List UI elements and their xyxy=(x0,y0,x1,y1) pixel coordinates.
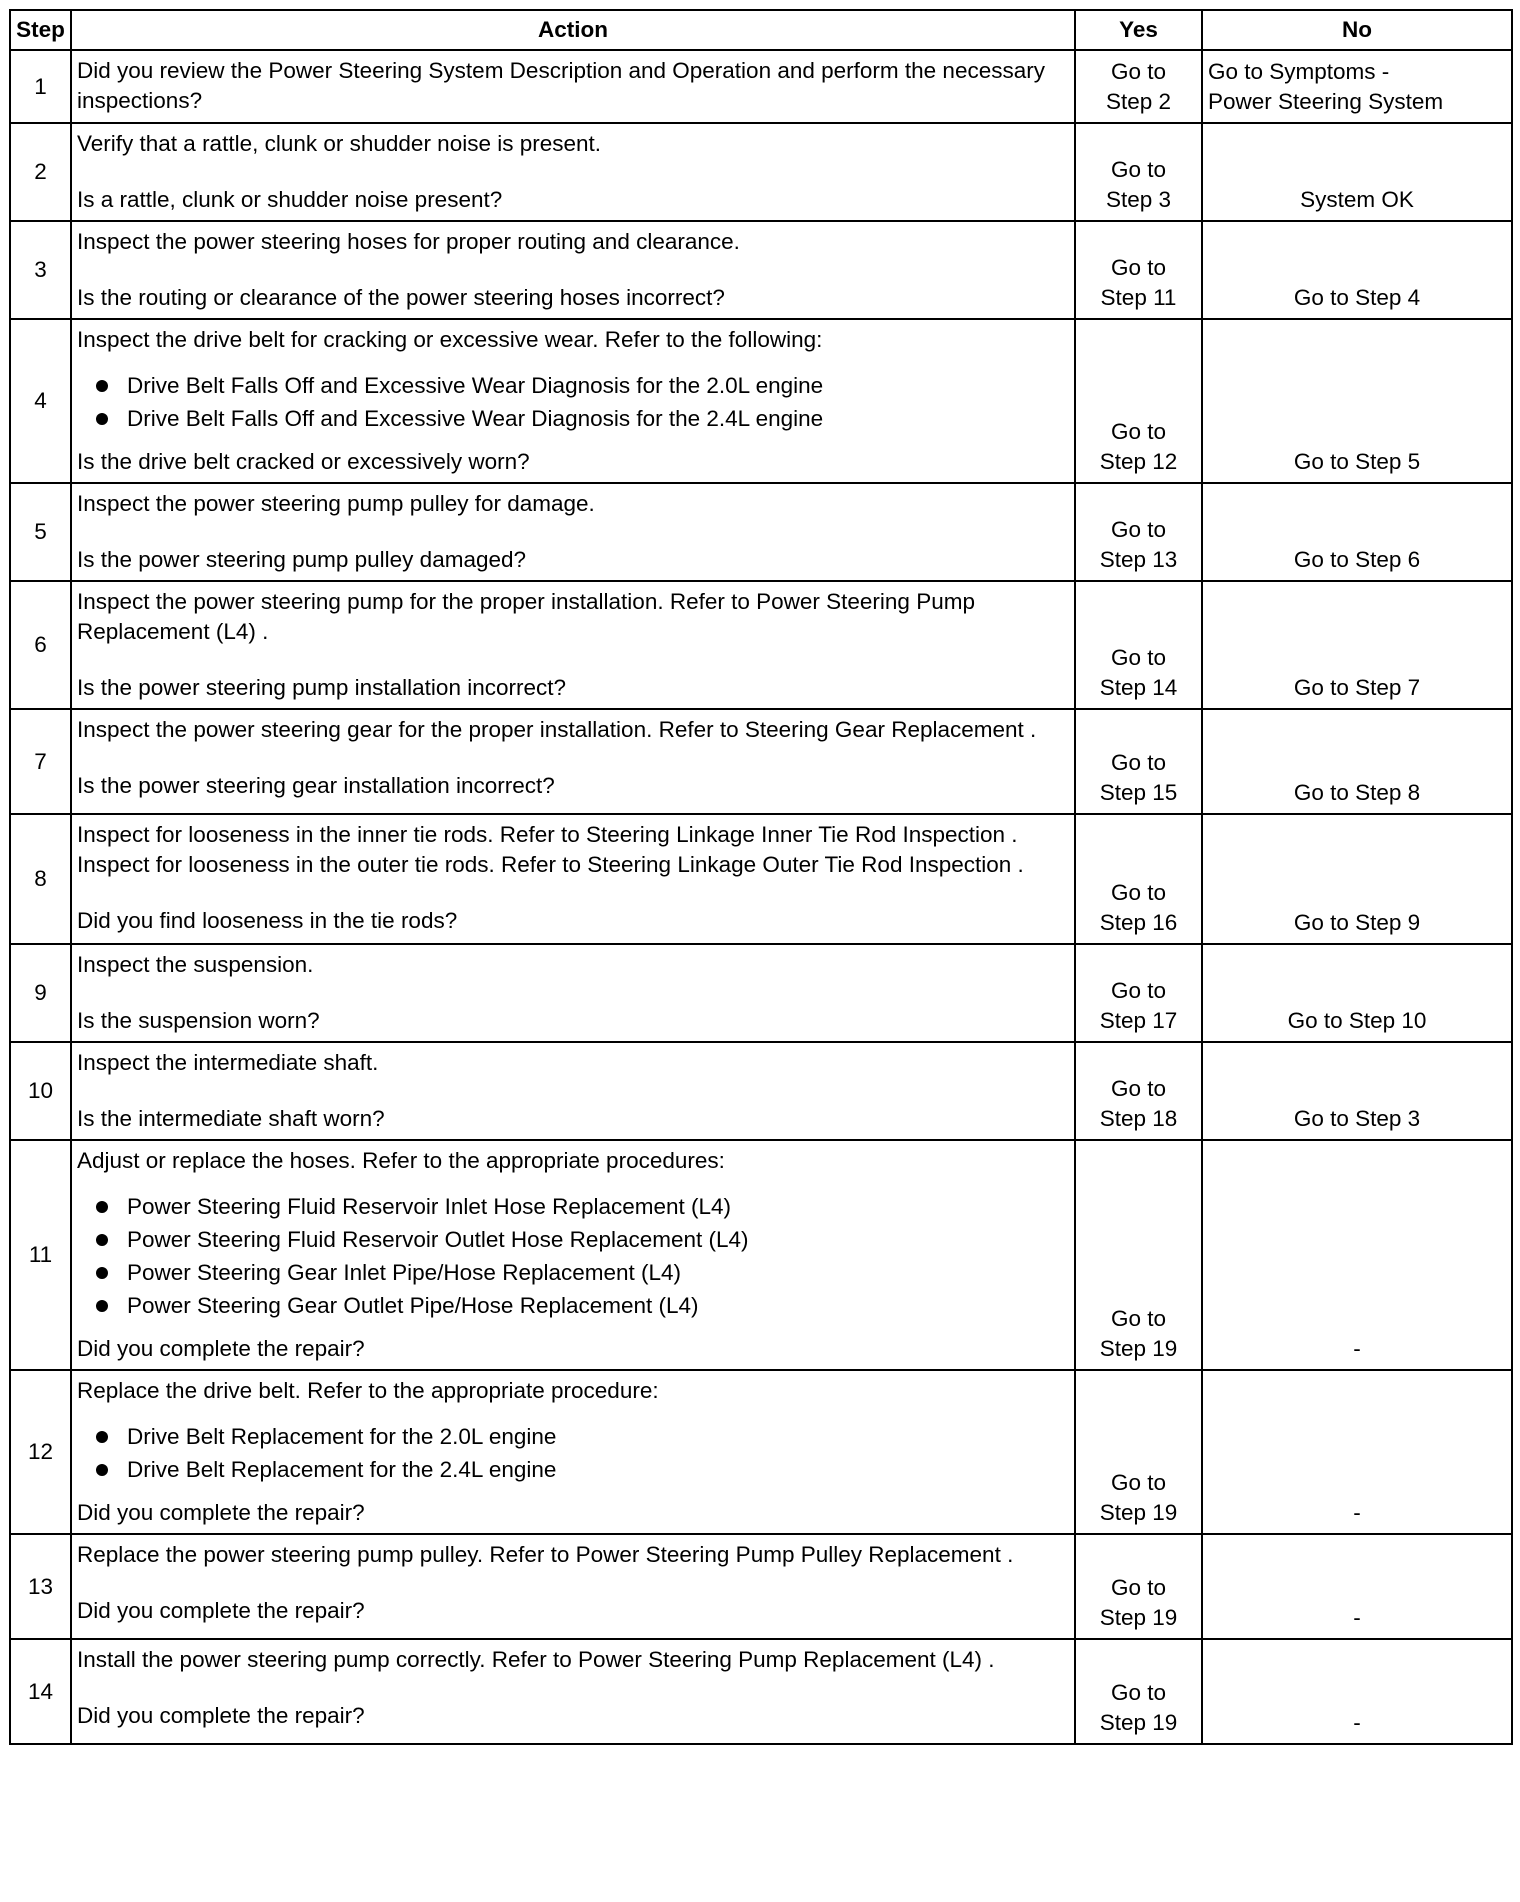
yes-goto-label: Go to xyxy=(1110,978,1167,1003)
action-intro: Inspect the power steering pump pulley for damage. xyxy=(77,491,595,516)
yes-goto-label: Go to xyxy=(1110,1680,1167,1705)
yes-goto-step: Step 13 xyxy=(1099,547,1178,572)
reference-item: Drive Belt Replacement for the 2.0L engine xyxy=(77,1420,1069,1453)
action-question: Is the drive belt cracked or excessively worn? xyxy=(77,449,530,474)
no-cell: Go to Step 7 xyxy=(1202,581,1512,709)
no-cell: - xyxy=(1202,1140,1512,1370)
table-row-step-5 xyxy=(10,483,1512,581)
action-cell xyxy=(71,123,1075,221)
table-row-step-7 xyxy=(10,709,1512,814)
step-number: 2 xyxy=(10,123,71,221)
yes-goto-label: Go to xyxy=(1110,1575,1167,1600)
yes-cell xyxy=(1075,221,1202,319)
yes-goto-step: Step 12 xyxy=(1099,449,1178,474)
yes-cell xyxy=(1075,1370,1202,1534)
action-cell xyxy=(71,709,1075,814)
yes-cell xyxy=(1075,814,1202,944)
yes-goto-step: Step 18 xyxy=(1099,1106,1178,1131)
action-cell xyxy=(71,1370,1075,1534)
action-cell xyxy=(71,50,1075,123)
header-yes: Yes xyxy=(1075,10,1202,50)
step-number: 6 xyxy=(10,581,71,709)
table-row-step-4 xyxy=(10,319,1512,483)
action-cell xyxy=(71,319,1075,483)
yes-goto-step: Step 19 xyxy=(1099,1710,1178,1735)
table-row-step-12 xyxy=(10,1370,1512,1534)
yes-goto-step: Step 17 xyxy=(1099,1008,1178,1033)
yes-goto-label: Go to xyxy=(1110,1470,1167,1495)
step-number: 7 xyxy=(10,709,71,814)
reference-item: Drive Belt Falls Off and Excessive Wear Diagnosis for the 2.4L engine xyxy=(77,402,1069,435)
yes-cell xyxy=(1075,483,1202,581)
no-cell: - xyxy=(1202,1370,1512,1534)
no-cell: Go to Step 4 xyxy=(1202,221,1512,319)
yes-goto-step: Step 3 xyxy=(1105,187,1172,212)
yes-goto-step: Step 19 xyxy=(1099,1605,1178,1630)
step-number: 8 xyxy=(10,814,71,944)
action-intro: Replace the drive belt. Refer to the appropriate procedure: xyxy=(77,1378,659,1403)
action-question: Did you complete the repair? xyxy=(77,1703,365,1728)
diagnostic-table-container xyxy=(9,9,1513,1745)
action-cell xyxy=(71,1639,1075,1744)
action-intro: Inspect the intermediate shaft. xyxy=(77,1050,379,1075)
action-intro: Replace the power steering pump pulley. Refer to Power Steering Pump Pulley Replacement . xyxy=(77,1542,1014,1567)
yes-goto-step: Step 14 xyxy=(1099,675,1178,700)
step-number: 14 xyxy=(10,1639,71,1744)
yes-goto-step: Step 2 xyxy=(1105,88,1172,114)
yes-cell xyxy=(1075,944,1202,1042)
yes-goto-label: Go to xyxy=(1110,645,1167,670)
action-question: Did you find looseness in the tie rods? xyxy=(77,908,458,933)
action-question: Did you complete the repair? xyxy=(77,1336,365,1361)
step-number: 5 xyxy=(10,483,71,581)
yes-cell xyxy=(1075,581,1202,709)
action-intro: Inspect the suspension. xyxy=(77,952,314,977)
yes-cell xyxy=(1075,709,1202,814)
action-intro: Adjust or replace the hoses. Refer to the appropriate procedures: xyxy=(77,1148,725,1173)
reference-item: Power Steering Gear Outlet Pipe/Hose Replacement (L4) xyxy=(77,1289,1069,1322)
table-row-step-9 xyxy=(10,944,1512,1042)
table-row-step-3 xyxy=(10,221,1512,319)
action-question: Did you complete the repair? xyxy=(77,1598,365,1623)
table-row-step-6 xyxy=(10,581,1512,709)
yes-goto-label: Go to xyxy=(1110,880,1167,905)
action-intro: Did you review the Power Steering System Description and Operation and perform the necessary inspections? xyxy=(77,58,1045,113)
yes-goto-label: Go to xyxy=(1110,157,1167,182)
action-intro: Inspect the power steering hoses for proper routing and clearance. xyxy=(77,229,740,254)
yes-goto-label: Go to xyxy=(1110,58,1167,84)
table-row-step-11 xyxy=(10,1140,1512,1370)
no-cell: - xyxy=(1202,1534,1512,1639)
yes-cell xyxy=(1075,1639,1202,1744)
no-cell xyxy=(1202,50,1512,123)
header-step: Step xyxy=(10,10,71,50)
no-cell: Go to Step 8 xyxy=(1202,709,1512,814)
step-number: 9 xyxy=(10,944,71,1042)
reference-item: Drive Belt Falls Off and Excessive Wear Diagnosis for the 2.0L engine xyxy=(77,369,1069,402)
reference-list xyxy=(77,1190,1069,1322)
action-intro: Inspect the drive belt for cracking or excessive wear. Refer to the following: xyxy=(77,327,823,352)
reference-item: Power Steering Fluid Reservoir Outlet Hose Replacement (L4) xyxy=(77,1223,1069,1256)
no-goto-label: Go to Symptoms - xyxy=(1208,58,1390,84)
no-cell: Go to Step 10 xyxy=(1202,944,1512,1042)
action-question: Did you complete the repair? xyxy=(77,1500,365,1525)
step-number: 3 xyxy=(10,221,71,319)
yes-goto-label: Go to xyxy=(1110,1076,1167,1101)
yes-goto-step: Step 19 xyxy=(1099,1336,1178,1361)
yes-goto-step: Step 15 xyxy=(1099,780,1178,805)
yes-goto-label: Go to xyxy=(1110,419,1167,444)
table-row-step-10 xyxy=(10,1042,1512,1140)
action-question: Is the intermediate shaft worn? xyxy=(77,1106,385,1131)
reference-item: Power Steering Fluid Reservoir Inlet Hose Replacement (L4) xyxy=(77,1190,1069,1223)
diagnostic-table xyxy=(9,9,1513,1745)
step-number: 10 xyxy=(10,1042,71,1140)
yes-cell xyxy=(1075,1534,1202,1639)
action-intro: Inspect the power steering pump for the proper installation. Refer to Power Steering Pump Replacement (L4) . xyxy=(77,589,975,644)
action-question: Is the power steering pump pulley damaged? xyxy=(77,547,527,572)
action-intro: Inspect the power steering gear for the proper installation. Refer to Steering Gear Replacement . xyxy=(77,717,1037,742)
yes-cell xyxy=(1075,50,1202,123)
step-number: 12 xyxy=(10,1370,71,1534)
action-cell xyxy=(71,483,1075,581)
action-cell xyxy=(71,1140,1075,1370)
table-row-step-2 xyxy=(10,123,1512,221)
yes-goto-label: Go to xyxy=(1110,517,1167,542)
action-question: Is the suspension worn? xyxy=(77,1008,320,1033)
step-number: 4 xyxy=(10,319,71,483)
header-no: No xyxy=(1202,10,1512,50)
reference-list xyxy=(77,369,1069,435)
action-question: Is the routing or clearance of the power steering hoses incorrect? xyxy=(77,285,725,310)
yes-goto-label: Go to xyxy=(1110,255,1167,280)
action-question: Is the power steering gear installation incorrect? xyxy=(77,773,555,798)
yes-cell xyxy=(1075,1042,1202,1140)
action-cell xyxy=(71,1042,1075,1140)
yes-cell xyxy=(1075,319,1202,483)
action-question: Is a rattle, clunk or shudder noise present? xyxy=(77,187,503,212)
table-row-step-8 xyxy=(10,814,1512,944)
yes-goto-step: Step 16 xyxy=(1099,910,1178,935)
no-cell: Go to Step 9 xyxy=(1202,814,1512,944)
action-cell xyxy=(71,1534,1075,1639)
step-number: 1 xyxy=(10,50,71,123)
yes-cell xyxy=(1075,123,1202,221)
action-question: Is the power steering pump installation incorrect? xyxy=(77,675,567,700)
no-cell: - xyxy=(1202,1639,1512,1744)
header-action: Action xyxy=(71,10,1075,50)
step-number: 13 xyxy=(10,1534,71,1639)
action-cell xyxy=(71,581,1075,709)
reference-item: Power Steering Gear Inlet Pipe/Hose Replacement (L4) xyxy=(77,1256,1069,1289)
table-row-step-14 xyxy=(10,1639,1512,1744)
no-cell: Go to Step 3 xyxy=(1202,1042,1512,1140)
yes-cell xyxy=(1075,1140,1202,1370)
action-cell xyxy=(71,814,1075,944)
action-cell xyxy=(71,944,1075,1042)
yes-goto-step: Step 19 xyxy=(1099,1500,1178,1525)
action-intro: Verify that a rattle, clunk or shudder noise is present. xyxy=(77,131,602,156)
no-goto-target: Power Steering System xyxy=(1208,88,1444,114)
step-number: 11 xyxy=(10,1140,71,1370)
header-row xyxy=(10,10,1512,50)
table-row-step-13 xyxy=(10,1534,1512,1639)
yes-goto-label: Go to xyxy=(1110,1306,1167,1331)
no-cell: Go to Step 6 xyxy=(1202,483,1512,581)
reference-list xyxy=(77,1420,1069,1486)
reference-item: Drive Belt Replacement for the 2.4L engine xyxy=(77,1453,1069,1486)
table-row-step-1 xyxy=(10,50,1512,123)
action-intro: Install the power steering pump correctly. Refer to Power Steering Pump Replacement (L4) . xyxy=(77,1647,995,1672)
action-cell xyxy=(71,221,1075,319)
yes-goto-step: Step 11 xyxy=(1100,285,1177,310)
no-cell: System OK xyxy=(1202,123,1512,221)
no-cell: Go to Step 5 xyxy=(1202,319,1512,483)
yes-goto-label: Go to xyxy=(1110,750,1167,775)
action-intro: Inspect for looseness in the inner tie rods. Refer to Steering Linkage Inner Tie Rod Inspection . Inspect for looseness in the outer tie rods. Refer to Steering Linkage Outer Tie Rod Inspection . xyxy=(77,822,1024,877)
